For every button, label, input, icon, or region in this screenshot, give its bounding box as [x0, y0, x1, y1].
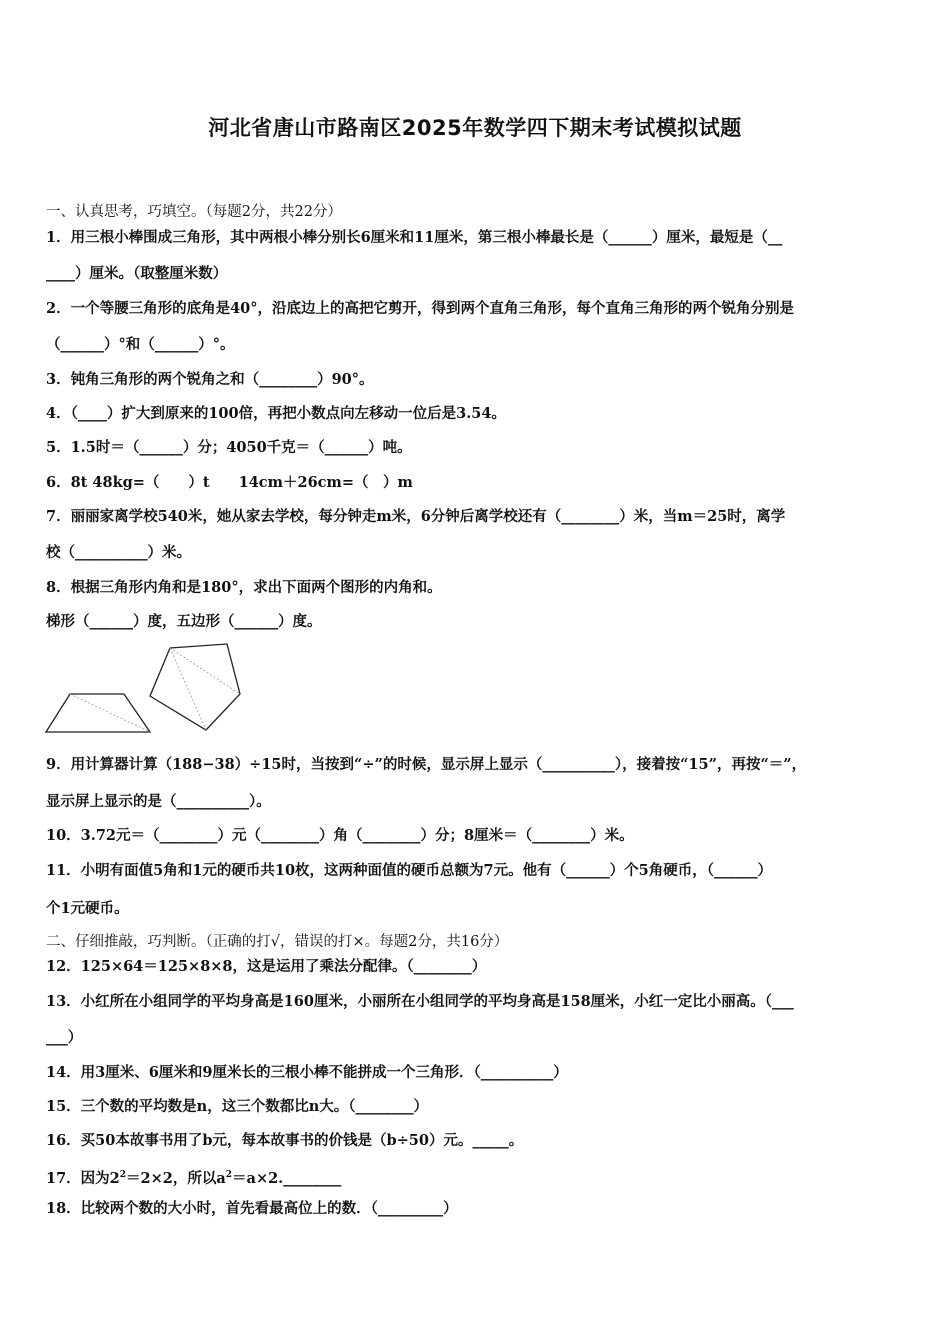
question-11-line-1: 11．小明有面值5角和1元的硬币共10枚，这两种面值的硬币总额为7元。他有（______）个5角硬币，（______）	[46, 862, 772, 879]
shapes-figure	[40, 636, 250, 736]
question-13-line-2: ___）	[46, 1029, 83, 1046]
question-9-line-1: 9．用计算器计算（188−38）÷15时，当按到“÷”的时候，显示屏上显示（__________），接着按“15”，再按“＝”，	[46, 756, 807, 773]
question-8: 8．根据三角形内角和是180°，求出下面两个图形的内角和。	[46, 579, 442, 596]
question-10: 10．3.72元＝（________）元（________）角（________）分；8厘米＝（________）米。	[46, 827, 634, 844]
question-11-line-2: 个1元硬币。	[46, 900, 129, 917]
question-16: 16．买50本故事书用了b元，每本故事书的价钱是（b÷50）元。_____。	[46, 1132, 524, 1149]
pentagon-shape	[150, 644, 240, 730]
question-17-prefix: 17．因为2	[46, 1169, 120, 1187]
document-title: 河北省唐山市路南区2025年数学四下期末考试模拟试题	[208, 116, 742, 140]
question-3: 3．钝角三角形的两个锐角之和（________）90°。	[46, 371, 374, 388]
question-14: 14．用3厘米、6厘米和9厘米长的三根小棒不能拼成一个三角形．（__________）	[46, 1064, 568, 1081]
section-two-heading: 二、仔细推敲，巧判断。（正确的打√，错误的打×。每题2分，共16分）	[46, 934, 509, 950]
trapezoid-shape	[46, 694, 150, 732]
question-18: 18．比较两个数的大小时，首先看最高位上的数．（_________）	[46, 1200, 458, 1217]
question-1-line-2: ____）厘米。（取整厘米数）	[46, 265, 228, 282]
question-2-line-1: 2．一个等腰三角形的底角是40°，沿底边上的高把它剪开，得到两个直角三角形，每个直角三角形的两个锐角分别是	[46, 300, 795, 317]
question-12: 12．125×64＝125×8×8，这是运用了乘法分配律。（________）	[46, 958, 487, 975]
question-1-line-1: 1．用三根小棒围成三角形，其中两根小棒分别长6厘米和11厘米，第三根小棒最长是（______）厘米，最短是（__	[46, 229, 783, 246]
question-17-suffix: ＝a×2.________	[232, 1169, 342, 1187]
question-15: 15．三个数的平均数是n，这三个数都比n大。（________）	[46, 1098, 429, 1115]
question-2-line-2: （______）°和（______）°。	[46, 336, 235, 353]
question-17-middle: ＝2×2，所以a	[126, 1169, 226, 1187]
question-17-exponent-1: 2	[119, 1170, 127, 1180]
question-8-answer-line: 梯形（______）度，五边形（______）度。	[46, 613, 322, 630]
question-6: 6．8t 48kg=（ ）t 14cm＋26cm=（ ）m	[46, 474, 413, 491]
question-5: 5．1.5时＝（______）分；4050千克＝（______）吨。	[46, 439, 412, 456]
question-7-line-2: 校（__________）米。	[46, 544, 191, 561]
question-7-line-1: 7．丽丽家离学校540米，她从家去学校，每分钟走m米，6分钟后离学校还有（________）米，当m＝25时，离学	[46, 508, 786, 525]
question-9-line-2: 显示屏上显示的是（__________）。	[46, 793, 271, 810]
question-17-exponent-2: 2	[225, 1170, 233, 1180]
question-17	[46, 1165, 341, 1189]
question-13-line-1: 13．小红所在小组同学的平均身高是160厘米，小丽所在小组同学的平均身高是158厘米，小红一定比小丽高。（___	[46, 993, 794, 1010]
question-4: 4．（____）扩大到原来的100倍，再把小数点向左移动一位后是3.54。	[46, 405, 506, 422]
section-one-heading: 一、认真思考，巧填空。（每题2分，共22分）	[46, 204, 342, 220]
